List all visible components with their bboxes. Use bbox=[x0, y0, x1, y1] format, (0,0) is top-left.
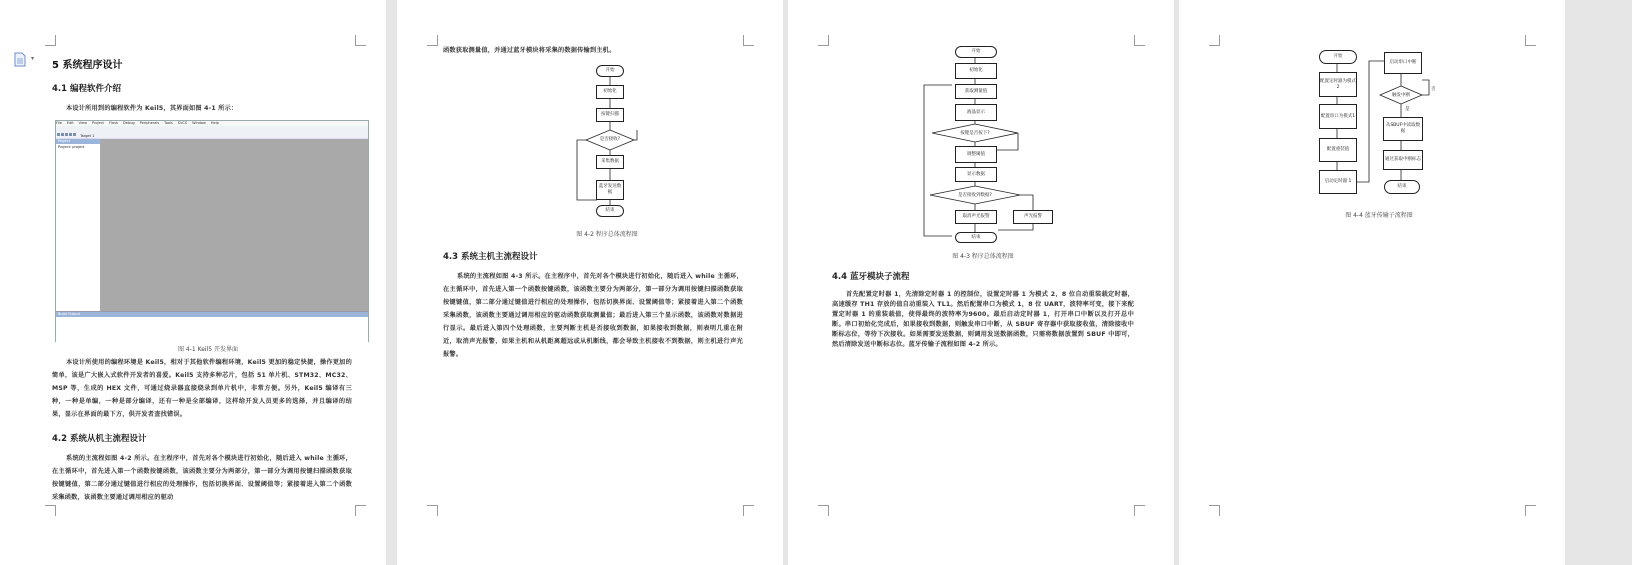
document-page-4 bbox=[1179, 0, 1565, 565]
keil5-screenshot bbox=[55, 120, 369, 342]
flowchart-process-node: 从SBUF中读取数据 bbox=[1383, 117, 1423, 141]
flowchart-process-node: 蓝牙发送数据 bbox=[596, 180, 624, 200]
figure-caption: 图 4-2 程序总体流程图 bbox=[576, 231, 638, 238]
flowchart-connectors bbox=[1179, 0, 1565, 565]
section-heading: 4.1 编程软件介绍 bbox=[52, 84, 122, 94]
paragraph: 本设计所使用的编程环境是 Keil5，相对于其他软件编程环境，Keil5 更加的稳定快捷，操作更加的简单，该是广大嵌入式软件开发者的喜爱。Keil5 支持多种芯片，包括 51 单片机、STM32、MC32、MSP 等，生成的 HEX 文件，可通过烧录器直接烧录到单片机中，非常方便。另外，Keil5 编译有三种，一种是单编，一种是部分编译，还有一种是全部编译，这样给开发人员更多的选择，并且编译的结果，显示在界面的最下方，供开发者查找错误。 bbox=[52, 359, 352, 418]
section-heading: 4.4 蓝牙模块子流程 bbox=[832, 272, 910, 282]
chevron-down-icon[interactable]: ▾ bbox=[31, 55, 35, 62]
flowchart-process-node: 采集数据 bbox=[596, 155, 624, 169]
flowchart-start-node: 开始 bbox=[955, 46, 997, 58]
flowchart-process-node: 按键扫描 bbox=[596, 108, 624, 122]
section-heading: 4.3 系统主机主流程设计 bbox=[443, 252, 538, 262]
flowchart-end-node: 结束 bbox=[1384, 180, 1420, 194]
page-corner-mark bbox=[355, 505, 366, 516]
flowchart-decision-label: 是否接收? bbox=[599, 137, 621, 142]
document-page-2 bbox=[397, 0, 783, 565]
flowchart-process-node: 初始化 bbox=[596, 85, 624, 99]
flowchart-process-node: 声光报警 bbox=[1013, 210, 1053, 224]
figure-caption: 图 4-1 Keil5 开发界面 bbox=[177, 346, 238, 353]
flowchart-branch-label: 否 bbox=[1431, 87, 1436, 92]
screenshot-project-panel: Project Project: project bbox=[56, 139, 101, 311]
flowchart-decision-label: 是否接收到数据? bbox=[958, 193, 992, 198]
flowchart-process-node: 调整阈值 bbox=[955, 146, 997, 163]
document-outline-icon[interactable] bbox=[14, 52, 26, 67]
flowchart-process-node: 初始化 bbox=[955, 63, 997, 79]
flowchart-process-node: 获取测量值 bbox=[955, 84, 997, 99]
flowchart-process-node: 启动串口中断 bbox=[1384, 52, 1422, 74]
figure-caption: 图 4-3 程序总体流程图 bbox=[952, 253, 1014, 260]
page-corner-mark bbox=[45, 505, 56, 516]
flowchart-decision-label: 触发中断 bbox=[1392, 93, 1410, 98]
flowchart-process-node: 取消声光报警 bbox=[955, 210, 997, 224]
chapter-heading: 5 系统程序设计 bbox=[52, 60, 123, 71]
screenshot-editor-area bbox=[101, 139, 368, 311]
flowchart-process-node: 启动定时器 1 bbox=[1319, 170, 1357, 194]
screenshot-toolbar-2: Target 1 bbox=[56, 132, 368, 139]
flowchart-decision-label: 按键是否按下? bbox=[960, 131, 990, 136]
document-page-3 bbox=[788, 0, 1174, 565]
flowchart-branch-label: 是 bbox=[1405, 107, 1410, 112]
page-corner-mark bbox=[45, 35, 56, 46]
document-page-1 bbox=[0, 0, 386, 565]
paragraph: 函数获取测量值，并通过蓝牙模块将采集的数据传输到主机。 bbox=[443, 47, 616, 54]
figure-caption: 图 4-4 蓝牙传输子流程图 bbox=[1345, 212, 1413, 219]
paragraph: 首先配置定时器 1，先清除定时器 1 的控制位，设置定时器 1 为模式 2，8 位自动重装载定时器，高速缓存 TH1 存放的值自动重装入 TL1。然后配置串口为模式 1，8 位 UART，波特率可变，接下来配置定时器 1 的重装载值，使得最终的波特率为9600。最后启动定时器 1，打开串口中断以及打开总中断。串口初始化完成后，如果接收到数据，则触发串口中断，从 SBUF 寄存器中获取接收值，清除接收中断标志位，等待下次接收。如果需要发送数据，则调用发送数据函数，只需将数据放置到 SBUF 中即可，然后清除发送中断标志位。蓝牙传输子流程如图 4-2 所示。 bbox=[832, 291, 1134, 348]
page-corner-mark bbox=[355, 35, 366, 46]
paragraph: 系统的主流程如图 4-3 所示。在主程序中，首先对各个模块进行初始化，随后进入 while 主循环，在主循环中，首先进入第一个函数按键函数，该函数主要分为两部分，第一部分为调用按键扫描函数获取按键键值，第二部分通过键值进行相应的处理操作，包括切换界面、设置阈值等；紧接着进入第二个函数采集函数，该函数主要通过调用相应的驱动函数获取测量值；最后进入第三个显示函数，该函数对数据进行显示。最后进入第四个处理函数，主要判断主机是否接收到数据，如果接收到数据，则表明几重在附近，取消声光报警，如果主机和从机距离超远或从机断线，都会导致主机接收不到数据，则主机进行声光报警。 bbox=[443, 273, 743, 358]
flowchart-end-node: 结束 bbox=[955, 232, 997, 243]
flowchart-process-node: 液晶显示 bbox=[955, 104, 997, 121]
flowchart-process-node: 配置定时器为模式 2 bbox=[1319, 72, 1357, 97]
screenshot-build-output: Build Output bbox=[56, 311, 368, 342]
flowchart-start-node: 开始 bbox=[596, 65, 624, 77]
section-heading: 4.2 系统从机主流程设计 bbox=[52, 434, 147, 444]
flowchart-process-node: 配置重装值 bbox=[1319, 138, 1357, 162]
flowchart-process-node: 通过获取中断标志 bbox=[1383, 150, 1423, 170]
paragraph: 本设计所用到的编程软件为 Keil5，其界面如图 4-1 所示： bbox=[66, 105, 238, 112]
flowchart-process-node: 显示数据 bbox=[955, 167, 997, 182]
screenshot-menubar: File Edit View Project Flash Debug Peripherals Tools SVCS Window Help bbox=[56, 121, 368, 126]
flowchart-end-node: 结束 bbox=[596, 205, 624, 217]
paragraph: 系统的主流程如图 4-2 所示。在主程序中，首先对各个模块进行初始化，随后进入 while 主循环，在主循环中，首先进入第一个函数按键函数，该函数主要分为两部分，第一部分为调用按键扫描函数获取按键键值，第二部分通过键值进行相应的处理操作，包括切换界面、设置阈值等；紧接着进入第二个函数采集函数，该函数主要通过调用相应的驱动 bbox=[52, 455, 352, 501]
flowchart-start-node: 开始 bbox=[1319, 50, 1357, 64]
flowchart-process-node: 配置串口为模式1 bbox=[1319, 104, 1357, 129]
